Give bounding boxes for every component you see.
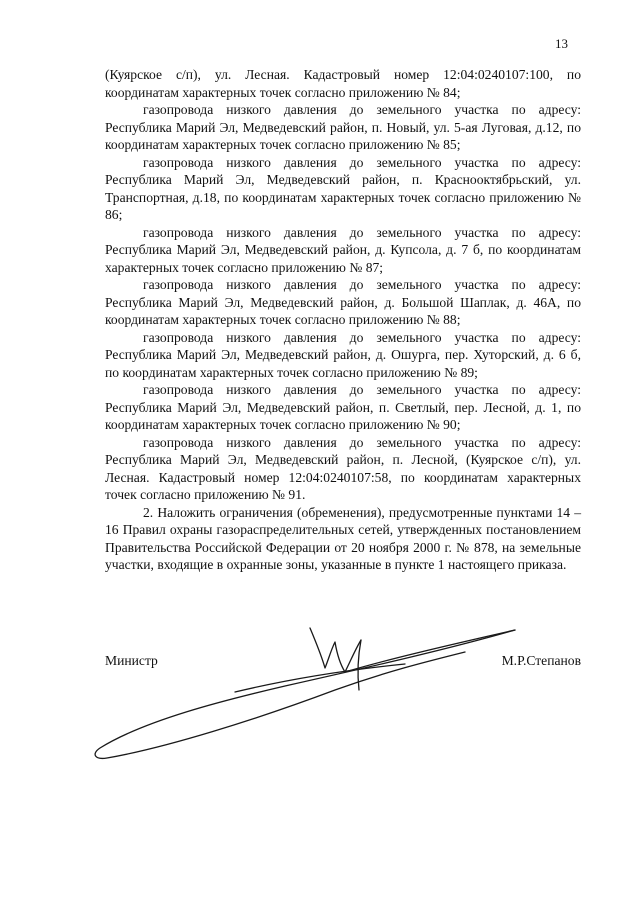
signatory-name: М.Р.Степанов (501, 653, 581, 668)
paragraph: (Куярское с/п), ул. Лесная. Кадастровый номер 12:04:0240107:100, по координатам характерных точек согласно приложению № 84; (105, 67, 581, 100)
paragraph: 2. Наложить ограничения (обременения), предусмотренные пунктами 14 – 16 Правил охраны газораспределительных сетей, утвержденных постановлением Правительства Российской Федерации от 20 ноября 2000 г. № 878, на земельные участки, входящие в охранные зоны, указанные в пункте 1 настоящего приказа. (105, 504, 581, 572)
paragraph: газопровода низкого давления до земельного участка по адресу: Республика Марий Эл, Медведевский район, п. Лесной, (Куярское с/п), ул. Лесная. Кадастровый номер 12:04:0240107:58, по координатам характерных точек согласно приложению № 91. (105, 434, 581, 502)
paragraph: газопровода низкого давления до земельного участка по адресу: Республика Марий Эл, Медведевский район, д. Ошурга, пер. Хуторский, д. 6 б, по координатам характерных точек согласно приложению № 89; (105, 329, 581, 380)
paragraph: газопровода низкого давления до земельного участка по адресу: Республика Марий Эл, Медведевский район, п. Светлый, пер. Лесной, д. 1, по координатам характерных точек согласно приложению № 90; (105, 382, 581, 432)
paragraph: газопровода низкого давления до земельного участка по адресу: Республика Марий Эл, Медведевский район, д. Купсола, д. 7 б, по координатам характерных точек согласно приложению № 87; (105, 224, 581, 275)
signatory-title: Министр (105, 653, 158, 668)
page-number: 13 (555, 36, 568, 51)
paragraph: газопровода низкого давления до земельного участка по адресу: Республика Марий Эл, Медведевский район, п. Краснооктябрьский, ул. Транспортная, д.18, по координатам характерных точек согласно приложению № 86; (105, 154, 581, 222)
handwritten-signature (85, 620, 545, 770)
paragraph: газопровода низкого давления до земельного участка по адресу: Республика Марий Эл, Медведевский район, д. Большой Шаплак, д. 46А, по координатам характерных точек согласно приложению № 88; (105, 277, 581, 327)
paragraph: газопровода низкого давления до земельного участка по адресу: Республика Марий Эл, Медведевский район, п. Новый, ул. 5-ая Луговая, д.12, по координатам характерных точек согласно приложению № 85; (105, 102, 581, 152)
document-body (105, 66, 581, 574)
signature-block (105, 653, 581, 669)
